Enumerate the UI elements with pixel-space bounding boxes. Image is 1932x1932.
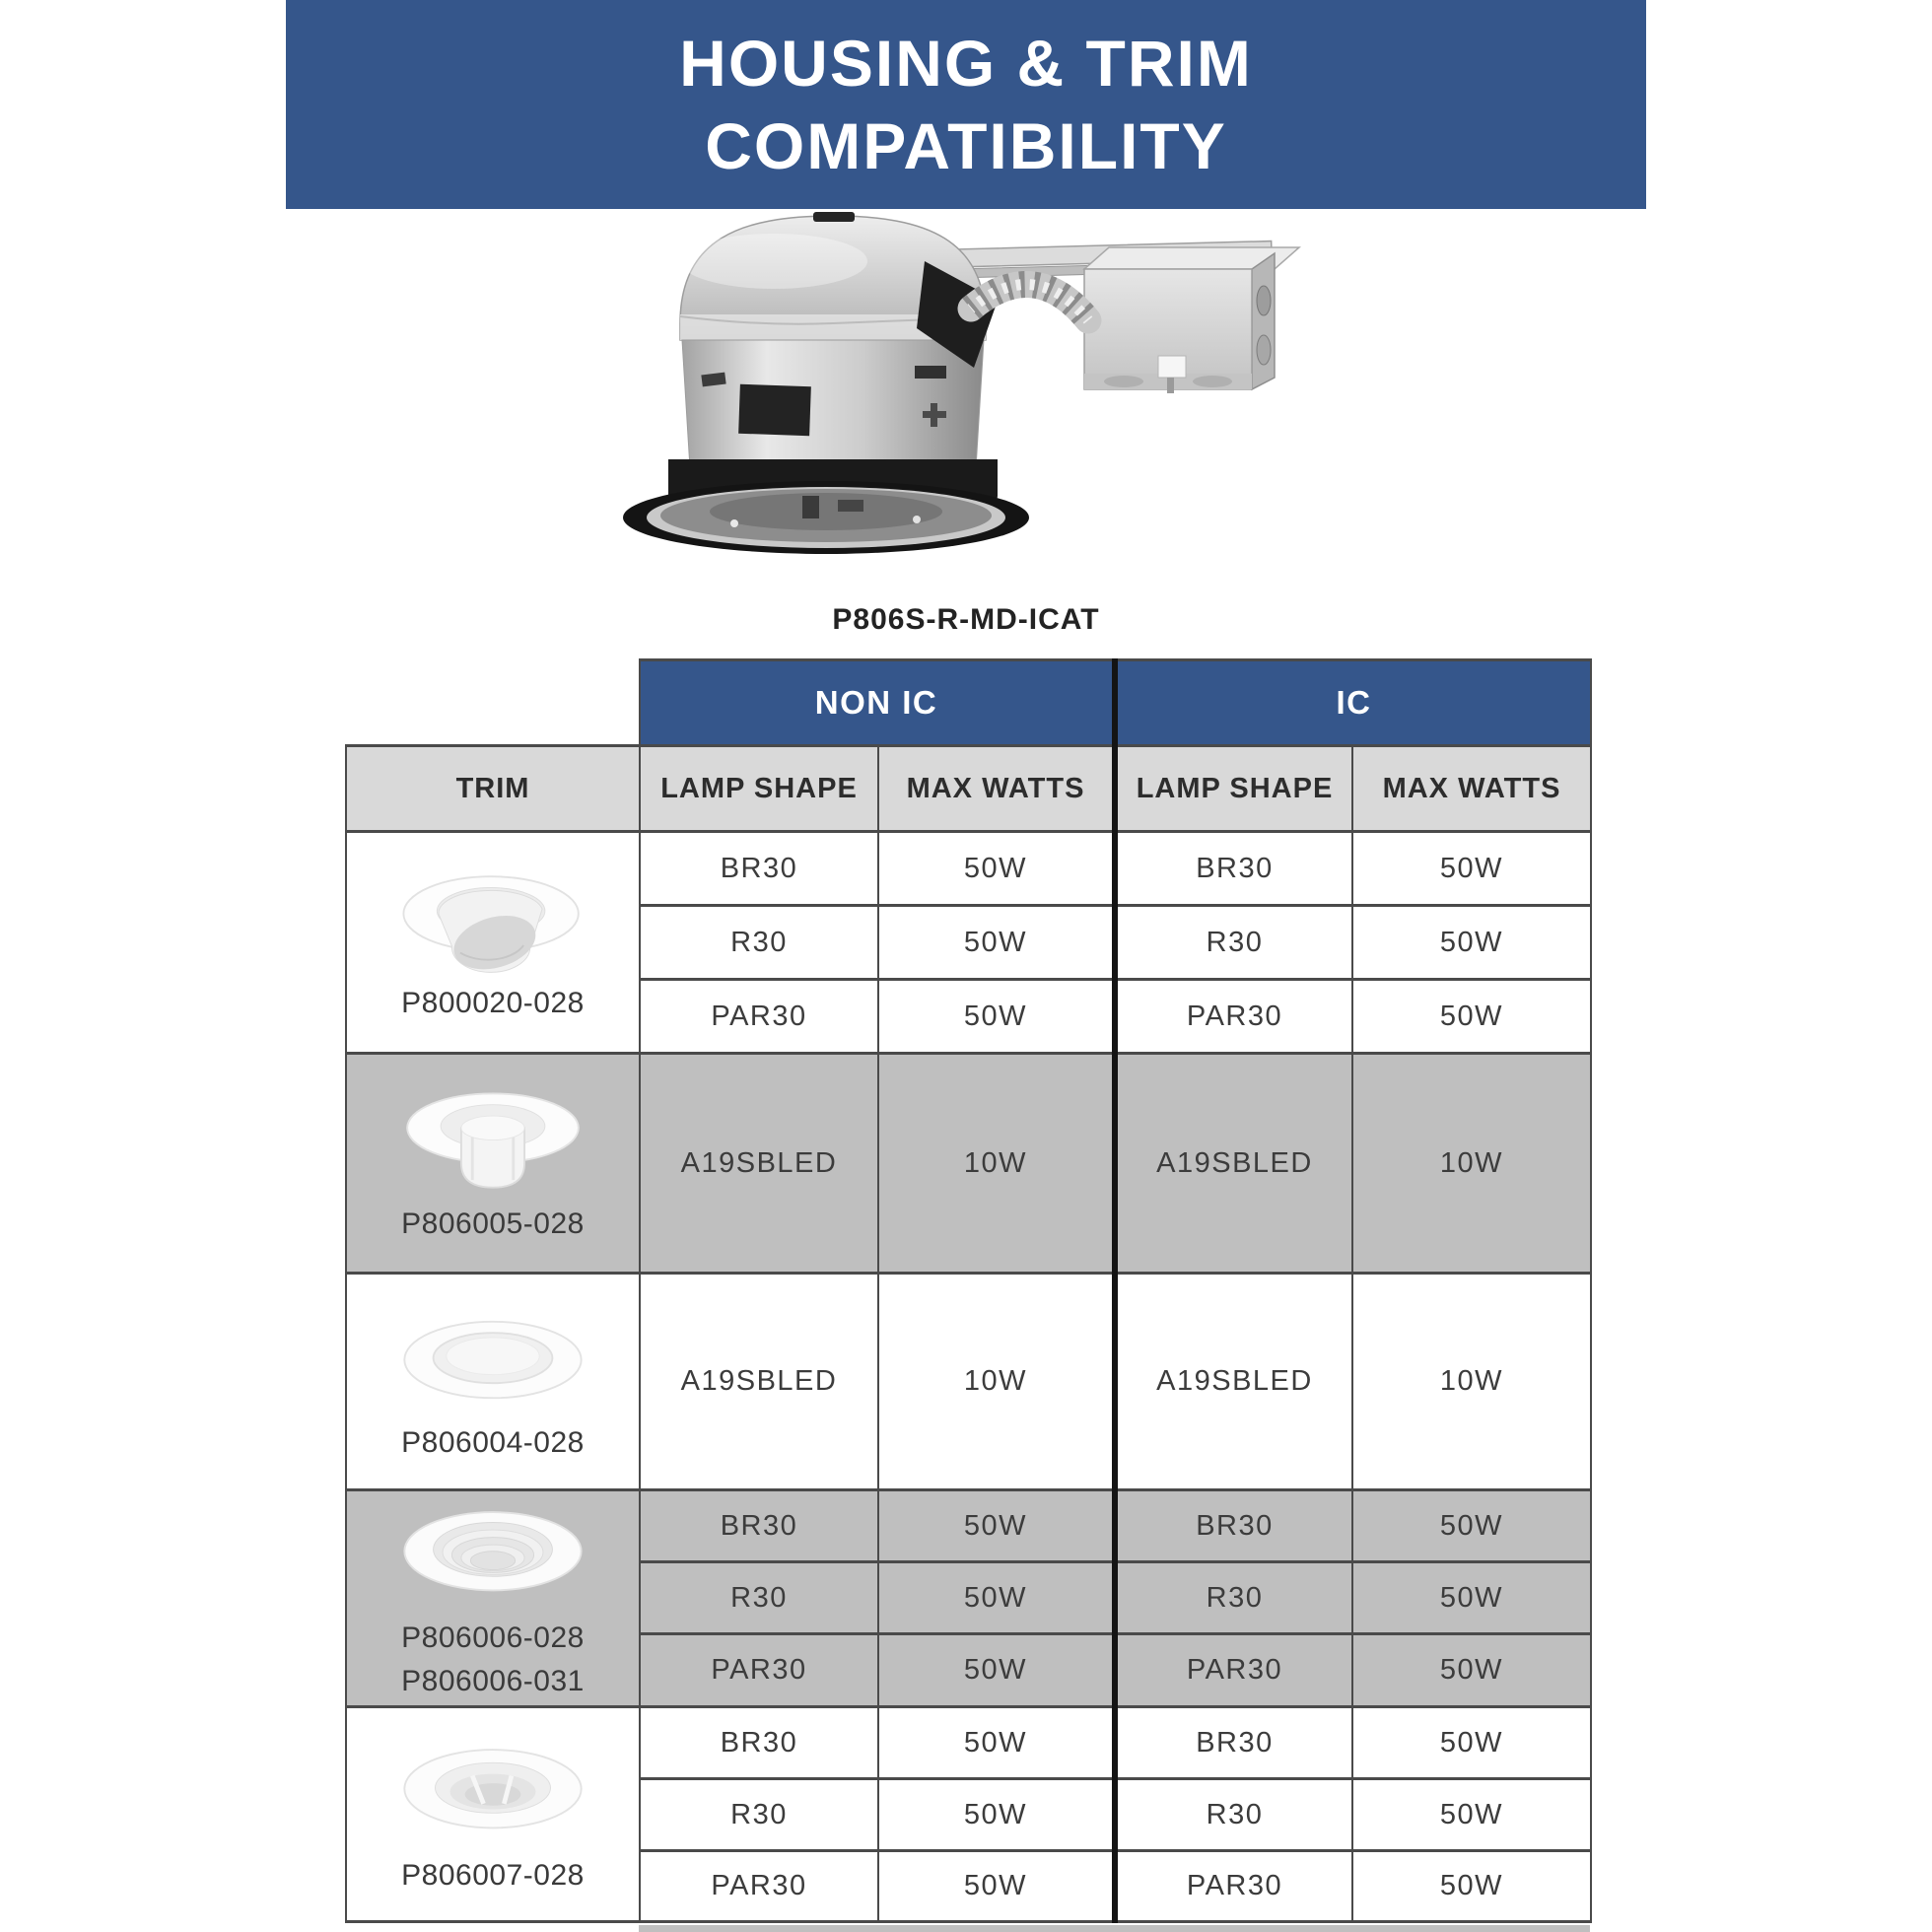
trim-cell-cone — [346, 1707, 640, 1922]
max-watts-cell: 10W — [878, 1274, 1115, 1490]
column-header-max-watts-nonic: MAX WATTS — [878, 746, 1115, 832]
lamp-shape-cell: R30 — [1115, 1562, 1352, 1634]
column-header-lamp-shape-ic: LAMP SHAPE — [1115, 746, 1352, 832]
max-watts-cell: 50W — [878, 1490, 1115, 1562]
column-header-row — [346, 746, 1591, 832]
table-row — [346, 832, 1591, 906]
group-header-row — [346, 660, 1591, 746]
product-code-label: P806S-R-MD-ICAT — [832, 603, 1100, 636]
lamp-shape-cell: PAR30 — [1115, 1851, 1352, 1922]
non-ic-header: NON IC — [640, 660, 1115, 746]
baffle-trim-image — [388, 1497, 597, 1614]
lamp-shape-cell: PAR30 — [1115, 980, 1352, 1054]
trim-code: P806005-028 — [401, 1208, 585, 1240]
lamp-shape-cell: PAR30 — [640, 1851, 878, 1922]
dome-lens-trim-image — [388, 1083, 597, 1200]
max-watts-cell: 50W — [1352, 1707, 1591, 1779]
max-watts-cell: 50W — [878, 1707, 1115, 1779]
max-watts-cell: 50W — [878, 832, 1115, 906]
lamp-shape-cell: PAR30 — [1115, 1634, 1352, 1707]
trim-code: P806006-031 — [401, 1664, 585, 1697]
trim-cell-eyeball — [346, 832, 640, 1054]
trim-code: P800020-028 — [401, 987, 585, 1019]
max-watts-cell: 10W — [878, 1054, 1115, 1274]
max-watts-cell: 50W — [1352, 980, 1591, 1054]
lamp-shape-cell: A19SBLED — [1115, 1054, 1352, 1274]
trim-cell-dome-lens — [346, 1054, 640, 1274]
lamp-shape-cell: BR30 — [1115, 832, 1352, 906]
eyeball-trim-image — [388, 862, 597, 979]
lamp-shape-cell: R30 — [640, 906, 878, 980]
trim-code: P806007-028 — [401, 1858, 585, 1892]
max-watts-cell: 50W — [1352, 832, 1591, 906]
table-row — [346, 1707, 1591, 1779]
table-row — [346, 1054, 1591, 1274]
max-watts-cell: 10W — [1352, 1274, 1591, 1490]
trim-cell-flush — [346, 1274, 640, 1490]
trim-code: P806006-028 — [401, 1621, 585, 1654]
max-watts-cell: 50W — [1352, 1490, 1591, 1562]
lamp-shape-cell: PAR30 — [640, 980, 878, 1054]
corner-spacer — [346, 660, 640, 746]
flush-mount-trim-image — [388, 1302, 597, 1418]
ic-header: IC — [1115, 660, 1591, 746]
trim-cell-baffle — [346, 1490, 640, 1707]
lamp-shape-cell: A19SBLED — [640, 1274, 878, 1490]
lamp-shape-cell: PAR30 — [640, 1634, 878, 1707]
lamp-shape-cell: R30 — [640, 1562, 878, 1634]
max-watts-cell: 50W — [878, 1562, 1115, 1634]
table-row — [346, 1490, 1591, 1562]
max-watts-cell: 50W — [878, 906, 1115, 980]
trim-code: P806004-028 — [401, 1425, 585, 1459]
column-header-max-watts-ic: MAX WATTS — [1352, 746, 1591, 832]
column-header-trim: TRIM — [346, 746, 640, 832]
column-header-lamp-shape-nonic: LAMP SHAPE — [640, 746, 878, 832]
max-watts-cell: 50W — [878, 980, 1115, 1054]
lamp-shape-cell: R30 — [1115, 1779, 1352, 1851]
max-watts-cell: 50W — [878, 1634, 1115, 1707]
max-watts-cell: 50W — [878, 1779, 1115, 1851]
lamp-shape-cell: BR30 — [1115, 1490, 1352, 1562]
lamp-shape-cell: BR30 — [640, 1707, 878, 1779]
title-banner — [286, 0, 1646, 209]
max-watts-cell: 50W — [1352, 1562, 1591, 1634]
compatibility-table — [345, 658, 1592, 1923]
open-cone-trim-image — [388, 1735, 597, 1851]
max-watts-cell: 10W — [1352, 1054, 1591, 1274]
recessed-housing-image — [591, 210, 1360, 604]
max-watts-cell: 50W — [1352, 906, 1591, 980]
lamp-shape-cell: BR30 — [640, 832, 878, 906]
page-title-line1: HOUSING & TRIM — [679, 27, 1253, 100]
lamp-shape-cell: R30 — [640, 1779, 878, 1851]
table-row — [346, 1274, 1591, 1490]
lamp-shape-cell: A19SBLED — [1115, 1274, 1352, 1490]
lamp-shape-cell: R30 — [1115, 906, 1352, 980]
lamp-shape-cell: A19SBLED — [640, 1054, 878, 1274]
max-watts-cell: 50W — [1352, 1851, 1591, 1922]
page-title-line2: COMPATIBILITY — [705, 109, 1227, 182]
max-watts-cell: 50W — [1352, 1779, 1591, 1851]
cutoff-row-strip — [639, 1925, 1590, 1932]
housing-can — [623, 212, 1029, 554]
lamp-shape-cell: BR30 — [640, 1490, 878, 1562]
junction-box — [1084, 247, 1299, 393]
lamp-shape-cell: BR30 — [1115, 1707, 1352, 1779]
max-watts-cell: 50W — [878, 1851, 1115, 1922]
max-watts-cell: 50W — [1352, 1634, 1591, 1707]
